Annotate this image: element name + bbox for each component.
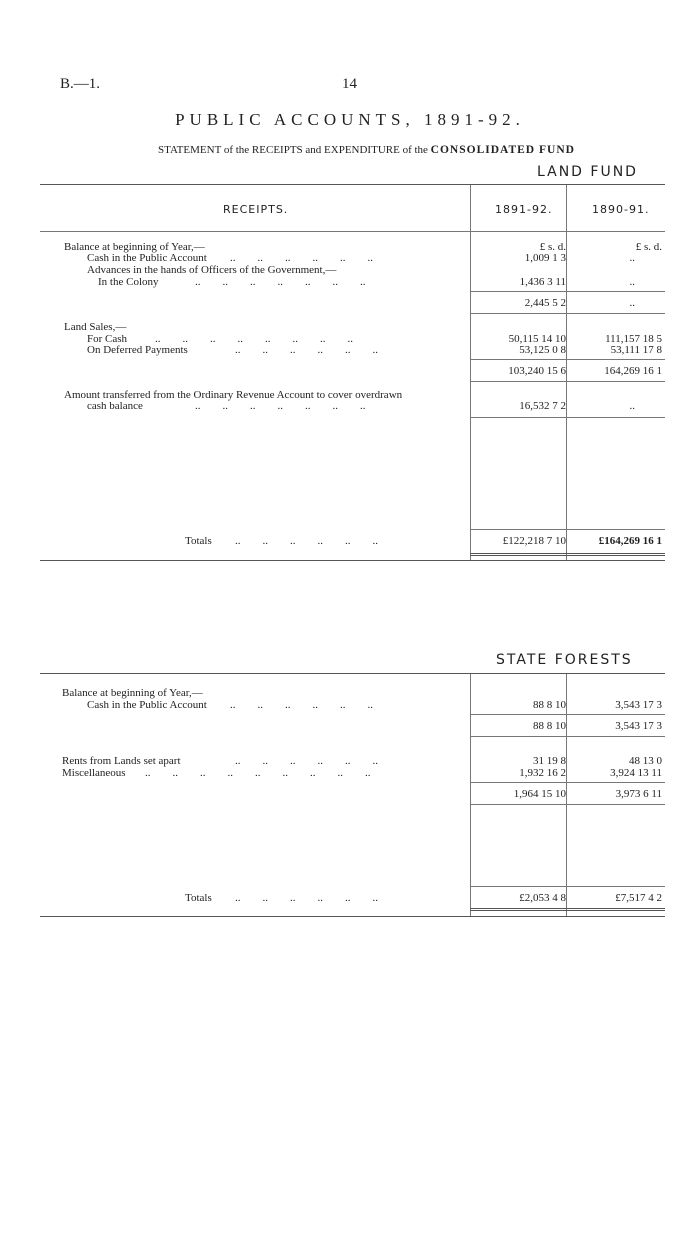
currency-1891: £ s. d. — [539, 241, 566, 253]
for-cash-1890: 111,157 18 5 — [605, 333, 662, 345]
transfer-label-line2: cash balance — [87, 400, 143, 412]
sf-subtotal-1890: 3,973 6 11 — [615, 788, 662, 800]
for-cash-1891: 50,115 14 10 — [508, 333, 566, 345]
transfer-label-line1: Amount transferred from the Ordinary Revenue Account to cover overdrawn — [64, 389, 403, 401]
deferred-1890: 53,111 17 8 — [610, 344, 662, 356]
sf-totals-label: Totals — [185, 892, 212, 904]
sales-total-1891: 103,240 15 6 — [508, 365, 566, 377]
cash-1890: .. — [629, 252, 635, 264]
statement-subtitle — [158, 144, 575, 156]
transfer-1890: .. — [629, 400, 635, 412]
sf-misc-label: Miscellaneous — [62, 767, 126, 779]
balance-total-1890: .. — [629, 297, 635, 309]
page-title: PUBLIC ACCOUNTS, 1891-92. — [175, 110, 525, 129]
col-header-1890: 1890-91. — [592, 203, 650, 216]
for-cash-label: For Cash — [87, 333, 128, 345]
col-header-receipts: RECEIPTS. — [223, 203, 289, 216]
sales-total-1890: 164,269 16 1 — [604, 365, 662, 377]
sf-balance-total-1891: 88 8 10 — [533, 720, 566, 732]
totals-1890: £164,269 16 1 — [598, 535, 662, 547]
land-fund-heading: LAND FUND — [537, 164, 638, 180]
deferred-label: On Deferred Payments — [87, 344, 188, 356]
sf-misc-1890: 3,924 13 11 — [610, 767, 662, 779]
transfer-1891: 16,532 7 2 — [519, 400, 566, 412]
sf-misc-1891: 1,932 16 2 — [519, 767, 566, 779]
balance-total-1891: 2,445 5 2 — [524, 297, 566, 309]
advances-label: Advances in the hands of Officers of the Government,— — [87, 264, 337, 276]
balance-label: Balance at beginning of Year,— — [64, 241, 205, 253]
currency-1890: £ s. d. — [635, 241, 662, 253]
colony-label: In the Colony — [98, 276, 159, 288]
col-header-1891: 1891-92. — [495, 203, 553, 216]
sf-rents-label: Rents from Lands set apart — [62, 755, 181, 767]
sf-rents-1891: 31 19 8 — [533, 755, 566, 767]
state-forests-table: Balance at beginning of Year,— Cash in the Public Account .. .. .. .. .. .. 88 8 10 3,543 17 3 88 8 10 3,543 17 3 Rents from Lands set apart .. .. .. .. .. .. 31 19 8 48 13 0 Miscellaneous .. .. .. .. .. .. .. .. .. 1,932 16 2 3,924 13 11 1,964 15 10 3,973 6 11 Totals .. .. .. .. .. .. £2,053 4 8 £7,517 4 2 — [40, 673, 665, 917]
sf-rents-1890: 48 13 0 — [629, 755, 662, 767]
sf-subtotal-1891: 1,964 15 10 — [513, 788, 566, 800]
totals-1891: £122,218 7 10 — [502, 535, 566, 547]
cash-label: Cash in the Public Account — [87, 252, 207, 264]
sf-cash-label: Cash in the Public Account — [87, 699, 207, 711]
sf-balance-total-1890: 3,543 17 3 — [615, 720, 662, 732]
sf-totals-1890: £7,517 4 2 — [615, 892, 662, 904]
colony-1891: 1,436 3 11 — [519, 276, 566, 288]
land-sales-label: Land Sales,— — [64, 321, 127, 333]
subtitle-prefix: STATEMENT of the RECEIPTS and EXPENDITURE of the — [158, 144, 428, 156]
cash-1891: 1,009 1 3 — [524, 252, 566, 264]
colony-1890: .. — [629, 276, 635, 288]
land-fund-table: RECEIPTS. 1891-92. 1890-91. £ s. d. £ s. d. Balance at beginning of Year,— Cash in the Public Account .. .. .. .. .. .. 1,009 1 3 .. Advances in the hands of Officers of the Government,— In the Colony .. .. .. .. .. .. .. 1,436 3 11 .. 2,445 5 2 .. Land Sales,— For Cash .. .. .. .. .. .. .. .. 50,115 14 10 111,157 18 5 On Deferred Payments .. .. .. .. .. .. 53,125 0 8 53,111 17 8 103,240 15 6 164,269 16 1 Amount transferred from the Ordinary Revenue Account to cover overdrawn cash balance .. .. .. .. .. .. .. 16,532 7 2 .. Totals .. .. .. .. .. .. £122,218 7 10 £164,269 16 1 — [40, 184, 665, 561]
sf-cash-1890: 3,543 17 3 — [615, 699, 662, 711]
sf-cash-1891: 88 8 10 — [533, 699, 566, 711]
totals-label: Totals — [185, 535, 212, 547]
document-reference: B.—1. — [60, 76, 101, 92]
state-forests-heading: STATE FORESTS — [496, 652, 633, 668]
sf-balance-label: Balance at beginning of Year,— — [62, 687, 203, 699]
page-number: 14 — [342, 76, 357, 92]
subtitle-bold: CONSOLIDATED FUND — [430, 144, 575, 156]
sf-totals-1891: £2,053 4 8 — [519, 892, 566, 904]
deferred-1891: 53,125 0 8 — [519, 344, 566, 356]
